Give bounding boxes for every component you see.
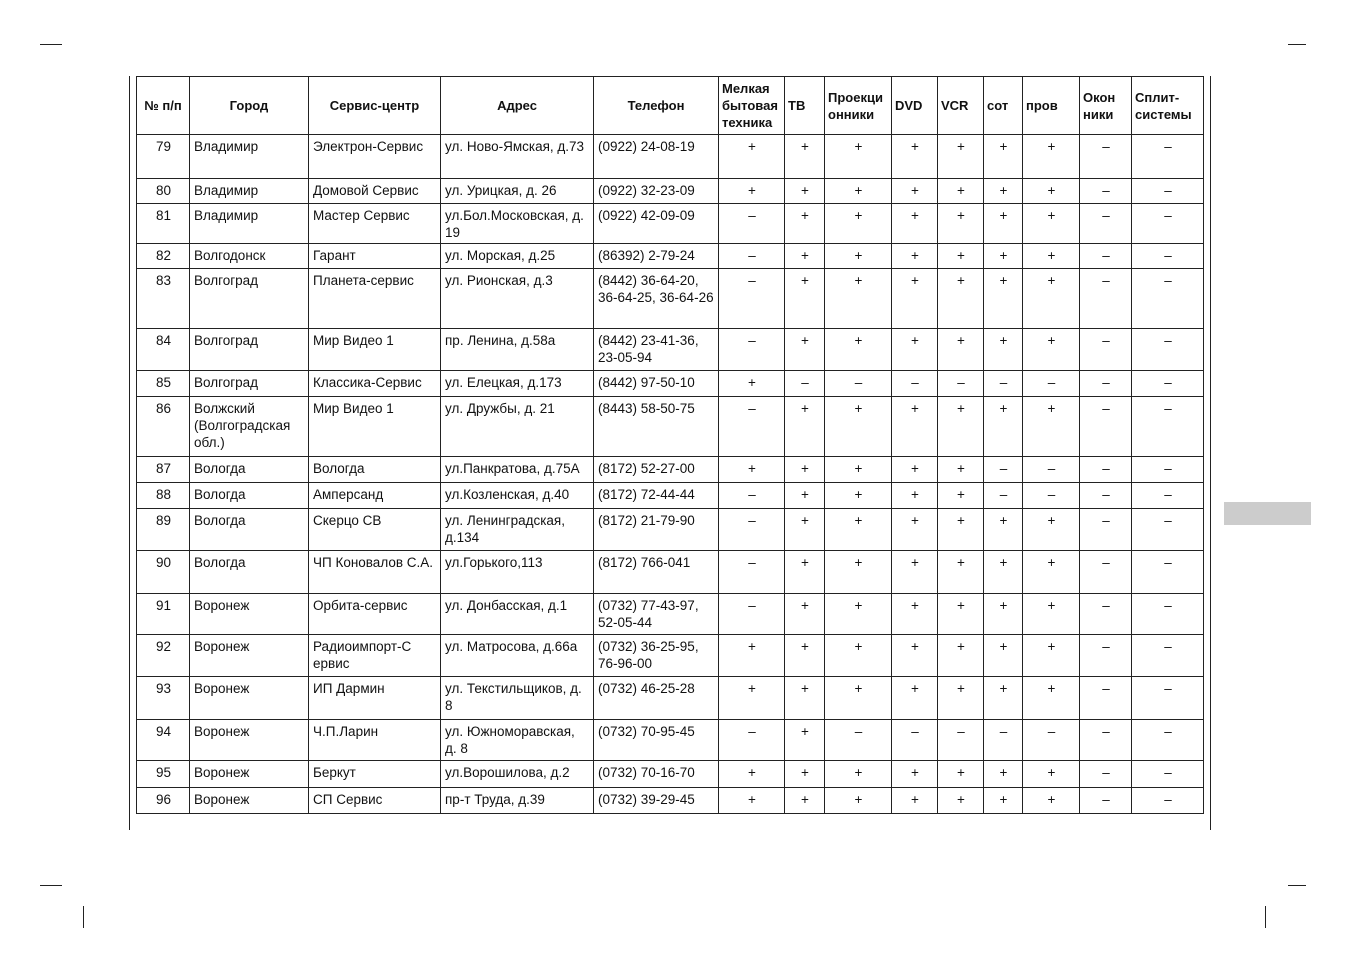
cell-mobile: + (984, 788, 1023, 814)
cell-tv: + (785, 179, 825, 204)
cell-mobile: + (984, 269, 1023, 329)
cell-dvd: + (892, 635, 938, 677)
cell-number: 92 (137, 635, 190, 677)
cell-service-center: Гарант (309, 244, 441, 269)
cell-wired: + (1023, 788, 1080, 814)
cell-mobile: – (984, 483, 1023, 509)
cell-wired: + (1023, 204, 1080, 244)
cell-projectors: + (825, 244, 892, 269)
cell-address: ул. Ново-Ямская, д.73 (441, 135, 594, 179)
table-row (137, 397, 1204, 457)
cell-split-systems: – (1132, 483, 1204, 509)
cell-service-center: Мир Видео 1 (309, 397, 441, 457)
cell-address: ул. Дружбы, д. 21 (441, 397, 594, 457)
cell-city: Воронеж (190, 594, 309, 635)
cell-service-center: Классика-Сервис (309, 371, 441, 397)
cell-projectors: + (825, 397, 892, 457)
cell-city: Волжский (Волгоградская обл.) (190, 397, 309, 457)
cell-mobile: + (984, 204, 1023, 244)
table-row (137, 788, 1204, 814)
cell-phone: (0922) 32-23-09 (594, 179, 719, 204)
cell-wired: + (1023, 551, 1080, 594)
cell-vcr: + (938, 179, 984, 204)
cell-mobile: + (984, 244, 1023, 269)
cell-number: 81 (137, 204, 190, 244)
cell-dvd: + (892, 457, 938, 483)
cell-service-center: Амперсанд (309, 483, 441, 509)
table-row (137, 135, 1204, 179)
cell-projectors: + (825, 594, 892, 635)
table-row (137, 269, 1204, 329)
cell-projectors: + (825, 635, 892, 677)
cell-tv: + (785, 720, 825, 761)
cell-projectors: + (825, 179, 892, 204)
cell-split-systems: – (1132, 788, 1204, 814)
frame-right-line (1210, 76, 1211, 830)
cell-small-appliances: – (719, 594, 785, 635)
cell-dvd: + (892, 594, 938, 635)
crop-mark (40, 44, 62, 45)
cell-phone: (8172) 21-79-90 (594, 509, 719, 551)
cell-vcr: + (938, 269, 984, 329)
cell-projectors: + (825, 329, 892, 371)
header-number: № п/п (137, 77, 190, 135)
cell-phone: (8442) 97-50-10 (594, 371, 719, 397)
cell-phone: (86392) 2-79-24 (594, 244, 719, 269)
cell-city: Вологда (190, 509, 309, 551)
cell-vcr: + (938, 551, 984, 594)
cell-split-systems: – (1132, 677, 1204, 720)
cell-mobile: + (984, 677, 1023, 720)
cell-split-systems: – (1132, 269, 1204, 329)
side-tab (1224, 502, 1311, 525)
cell-service-center: Орбита-сервис (309, 594, 441, 635)
cell-mobile: + (984, 509, 1023, 551)
header-windows: Окон ники (1080, 77, 1132, 135)
cell-vcr: + (938, 244, 984, 269)
cell-city: Воронеж (190, 677, 309, 720)
cell-windows: – (1080, 788, 1132, 814)
cell-windows: – (1080, 509, 1132, 551)
cell-windows: – (1080, 457, 1132, 483)
cell-city: Воронеж (190, 761, 309, 788)
crop-mark (1288, 44, 1306, 45)
cell-windows: – (1080, 397, 1132, 457)
cell-wired: – (1023, 720, 1080, 761)
cell-dvd: + (892, 269, 938, 329)
crop-mark (1265, 906, 1266, 928)
cell-city: Воронеж (190, 788, 309, 814)
header-tv: ТВ (785, 77, 825, 135)
cell-windows: – (1080, 594, 1132, 635)
cell-vcr: + (938, 509, 984, 551)
cell-phone: (8172) 766-041 (594, 551, 719, 594)
cell-small-appliances: + (719, 457, 785, 483)
cell-tv: + (785, 509, 825, 551)
cell-phone: (8442) 36-64-20, 36-64-25, 36-64-26 (594, 269, 719, 329)
cell-address: ул.Бол.Московская, д. 19 (441, 204, 594, 244)
cell-mobile: + (984, 135, 1023, 179)
cell-tv: + (785, 677, 825, 720)
cell-address: пр-т Труда, д.39 (441, 788, 594, 814)
header-split-systems: Сплит- системы (1132, 77, 1204, 135)
cell-wired: + (1023, 244, 1080, 269)
cell-split-systems: – (1132, 457, 1204, 483)
cell-wired: + (1023, 761, 1080, 788)
cell-address: ул. Южноморавская, д. 8 (441, 720, 594, 761)
cell-vcr: + (938, 761, 984, 788)
cell-number: 88 (137, 483, 190, 509)
header-projectors: Проекци онники (825, 77, 892, 135)
cell-vcr: + (938, 329, 984, 371)
cell-city: Вологда (190, 483, 309, 509)
cell-projectors: + (825, 761, 892, 788)
cell-city: Вологда (190, 457, 309, 483)
header-wired: пров (1023, 77, 1080, 135)
cell-mobile: + (984, 179, 1023, 204)
cell-small-appliances: – (719, 204, 785, 244)
cell-projectors: + (825, 483, 892, 509)
table-row (137, 509, 1204, 551)
cell-tv: + (785, 635, 825, 677)
cell-small-appliances: + (719, 677, 785, 720)
cell-dvd: + (892, 397, 938, 457)
cell-number: 90 (137, 551, 190, 594)
cell-small-appliances: + (719, 635, 785, 677)
cell-mobile: + (984, 397, 1023, 457)
cell-wired: + (1023, 135, 1080, 179)
cell-dvd: + (892, 204, 938, 244)
cell-tv: + (785, 761, 825, 788)
cell-city: Волгоград (190, 329, 309, 371)
cell-address: ул. Морская, д.25 (441, 244, 594, 269)
cell-mobile: + (984, 329, 1023, 371)
cell-tv: + (785, 551, 825, 594)
cell-projectors: + (825, 269, 892, 329)
cell-wired: + (1023, 397, 1080, 457)
cell-number: 94 (137, 720, 190, 761)
table-row (137, 594, 1204, 635)
crop-mark (83, 906, 84, 928)
cell-split-systems: – (1132, 594, 1204, 635)
cell-number: 79 (137, 135, 190, 179)
cell-windows: – (1080, 677, 1132, 720)
cell-small-appliances: – (719, 483, 785, 509)
cell-wired: – (1023, 483, 1080, 509)
cell-address: ул. Елецкая, д.173 (441, 371, 594, 397)
cell-vcr: + (938, 204, 984, 244)
header-dvd: DVD (892, 77, 938, 135)
cell-service-center: ЧП Коновалов С.А. (309, 551, 441, 594)
cell-vcr: + (938, 483, 984, 509)
cell-projectors: – (825, 371, 892, 397)
header-phone: Телефон (594, 77, 719, 135)
table-row (137, 677, 1204, 720)
cell-wired: – (1023, 457, 1080, 483)
header-city: Город (190, 77, 309, 135)
cell-small-appliances: + (719, 371, 785, 397)
cell-phone: (0732) 70-95-45 (594, 720, 719, 761)
cell-windows: – (1080, 329, 1132, 371)
frame-left-line (129, 76, 130, 830)
table-row (137, 635, 1204, 677)
cell-city: Волгоград (190, 371, 309, 397)
cell-service-center: Электрон-Сервис (309, 135, 441, 179)
table-row (137, 179, 1204, 204)
cell-tv: + (785, 397, 825, 457)
cell-dvd: – (892, 720, 938, 761)
cell-number: 84 (137, 329, 190, 371)
table-row (137, 371, 1204, 397)
cell-city: Воронеж (190, 720, 309, 761)
cell-number: 85 (137, 371, 190, 397)
cell-projectors: – (825, 720, 892, 761)
cell-number: 86 (137, 397, 190, 457)
cell-windows: – (1080, 371, 1132, 397)
cell-small-appliances: – (719, 244, 785, 269)
cell-phone: (0732) 70-16-70 (594, 761, 719, 788)
crop-mark (40, 885, 62, 886)
cell-address: ул.Горького,113 (441, 551, 594, 594)
cell-wired: + (1023, 179, 1080, 204)
cell-windows: – (1080, 483, 1132, 509)
cell-tv: + (785, 244, 825, 269)
cell-service-center: СП Сервис (309, 788, 441, 814)
cell-tv: + (785, 269, 825, 329)
cell-phone: (8172) 72-44-44 (594, 483, 719, 509)
header-row (137, 77, 1204, 135)
cell-small-appliances: – (719, 720, 785, 761)
cell-number: 96 (137, 788, 190, 814)
table-row (137, 204, 1204, 244)
cell-projectors: + (825, 135, 892, 179)
cell-phone: (8172) 52-27-00 (594, 457, 719, 483)
cell-service-center: Радиоимпорт-С ервис (309, 635, 441, 677)
service-centers-table (136, 76, 1204, 814)
cell-windows: – (1080, 720, 1132, 761)
cell-wired: + (1023, 635, 1080, 677)
cell-number: 93 (137, 677, 190, 720)
cell-city: Волгодонск (190, 244, 309, 269)
cell-address: ул. Рионская, д.3 (441, 269, 594, 329)
cell-service-center: Мир Видео 1 (309, 329, 441, 371)
cell-tv: + (785, 457, 825, 483)
crop-mark (1288, 885, 1306, 886)
cell-dvd: + (892, 179, 938, 204)
cell-split-systems: – (1132, 509, 1204, 551)
cell-address: ул. Донбасская, д.1 (441, 594, 594, 635)
cell-split-systems: – (1132, 551, 1204, 594)
cell-service-center: Беркут (309, 761, 441, 788)
cell-projectors: + (825, 509, 892, 551)
cell-windows: – (1080, 761, 1132, 788)
cell-mobile: – (984, 457, 1023, 483)
cell-windows: – (1080, 204, 1132, 244)
cell-phone: (0732) 77-43-97, 52-05-44 (594, 594, 719, 635)
table-row (137, 551, 1204, 594)
cell-vcr: + (938, 594, 984, 635)
cell-small-appliances: + (719, 179, 785, 204)
cell-phone: (0922) 42-09-09 (594, 204, 719, 244)
cell-mobile: + (984, 551, 1023, 594)
cell-number: 82 (137, 244, 190, 269)
cell-windows: – (1080, 269, 1132, 329)
cell-wired: + (1023, 509, 1080, 551)
cell-projectors: + (825, 204, 892, 244)
cell-small-appliances: – (719, 509, 785, 551)
cell-small-appliances: – (719, 551, 785, 594)
table-row (137, 329, 1204, 371)
cell-service-center: Домовой Сервис (309, 179, 441, 204)
cell-number: 83 (137, 269, 190, 329)
cell-dvd: + (892, 329, 938, 371)
cell-projectors: + (825, 551, 892, 594)
cell-service-center: ИП Дармин (309, 677, 441, 720)
cell-phone: (0732) 36-25-95, 76-96-00 (594, 635, 719, 677)
cell-mobile: – (984, 720, 1023, 761)
cell-vcr: + (938, 788, 984, 814)
cell-small-appliances: – (719, 397, 785, 457)
cell-tv: + (785, 483, 825, 509)
cell-dvd: + (892, 551, 938, 594)
cell-number: 95 (137, 761, 190, 788)
cell-small-appliances: + (719, 761, 785, 788)
cell-windows: – (1080, 635, 1132, 677)
cell-split-systems: – (1132, 204, 1204, 244)
cell-city: Владимир (190, 204, 309, 244)
cell-small-appliances: – (719, 329, 785, 371)
cell-windows: – (1080, 179, 1132, 204)
cell-address: ул. Ленинградская, д.134 (441, 509, 594, 551)
cell-service-center: Скерцо СВ (309, 509, 441, 551)
cell-address: ул.Ворошилова, д.2 (441, 761, 594, 788)
cell-dvd: + (892, 761, 938, 788)
cell-dvd: – (892, 371, 938, 397)
table-row (137, 244, 1204, 269)
cell-vcr: + (938, 457, 984, 483)
cell-tv: + (785, 788, 825, 814)
cell-city: Вологда (190, 551, 309, 594)
header-vcr: VCR (938, 77, 984, 135)
cell-small-appliances: – (719, 269, 785, 329)
cell-phone: (8443) 58-50-75 (594, 397, 719, 457)
cell-windows: – (1080, 244, 1132, 269)
cell-vcr: + (938, 677, 984, 720)
cell-split-systems: – (1132, 179, 1204, 204)
cell-small-appliances: + (719, 135, 785, 179)
cell-tv: + (785, 329, 825, 371)
cell-projectors: + (825, 677, 892, 720)
table-row (137, 761, 1204, 788)
cell-tv: + (785, 135, 825, 179)
cell-city: Владимир (190, 135, 309, 179)
cell-wired: + (1023, 329, 1080, 371)
cell-address: ул. Текстильщиков, д. 8 (441, 677, 594, 720)
cell-projectors: + (825, 788, 892, 814)
cell-number: 87 (137, 457, 190, 483)
cell-split-systems: – (1132, 371, 1204, 397)
cell-dvd: + (892, 135, 938, 179)
cell-wired: + (1023, 594, 1080, 635)
cell-small-appliances: + (719, 788, 785, 814)
cell-dvd: + (892, 677, 938, 720)
cell-tv: + (785, 594, 825, 635)
cell-address: ул.Панкратова, д.75А (441, 457, 594, 483)
cell-service-center: Вологда (309, 457, 441, 483)
cell-tv: – (785, 371, 825, 397)
cell-split-systems: – (1132, 635, 1204, 677)
cell-split-systems: – (1132, 135, 1204, 179)
cell-number: 91 (137, 594, 190, 635)
cell-dvd: + (892, 509, 938, 551)
table-row (137, 457, 1204, 483)
cell-number: 89 (137, 509, 190, 551)
cell-mobile: + (984, 635, 1023, 677)
cell-vcr: – (938, 720, 984, 761)
cell-projectors: + (825, 457, 892, 483)
table-row (137, 483, 1204, 509)
header-small-appliances: Мелкая бытовая техника (719, 77, 785, 135)
cell-address: ул. Урицкая, д. 26 (441, 179, 594, 204)
cell-dvd: + (892, 483, 938, 509)
cell-vcr: + (938, 635, 984, 677)
cell-phone: (8442) 23-41-36, 23-05-94 (594, 329, 719, 371)
cell-phone: (0732) 39-29-45 (594, 788, 719, 814)
header-service-center: Сервис-центр (309, 77, 441, 135)
cell-windows: – (1080, 135, 1132, 179)
cell-phone: (0732) 46-25-28 (594, 677, 719, 720)
cell-split-systems: – (1132, 720, 1204, 761)
cell-city: Воронеж (190, 635, 309, 677)
cell-address: ул. Матросова, д.66а (441, 635, 594, 677)
cell-dvd: + (892, 788, 938, 814)
cell-split-systems: – (1132, 761, 1204, 788)
cell-service-center: Мастер Сервис (309, 204, 441, 244)
header-address: Адрес (441, 77, 594, 135)
cell-split-systems: – (1132, 329, 1204, 371)
cell-split-systems: – (1132, 397, 1204, 457)
cell-tv: + (785, 204, 825, 244)
cell-windows: – (1080, 551, 1132, 594)
cell-phone: (0922) 24-08-19 (594, 135, 719, 179)
cell-vcr: + (938, 135, 984, 179)
cell-mobile: – (984, 371, 1023, 397)
cell-wired: + (1023, 269, 1080, 329)
table-row (137, 720, 1204, 761)
cell-service-center: Планета-сервис (309, 269, 441, 329)
header-mobile: сот (984, 77, 1023, 135)
cell-city: Владимир (190, 179, 309, 204)
cell-mobile: + (984, 594, 1023, 635)
cell-dvd: + (892, 244, 938, 269)
cell-address: ул.Козленская, д.40 (441, 483, 594, 509)
cell-mobile: + (984, 761, 1023, 788)
cell-wired: – (1023, 371, 1080, 397)
cell-vcr: – (938, 371, 984, 397)
cell-service-center: Ч.П.Ларин (309, 720, 441, 761)
cell-split-systems: – (1132, 244, 1204, 269)
cell-vcr: + (938, 397, 984, 457)
cell-address: пр. Ленина, д.58а (441, 329, 594, 371)
cell-city: Волгоград (190, 269, 309, 329)
cell-number: 80 (137, 179, 190, 204)
cell-wired: + (1023, 677, 1080, 720)
